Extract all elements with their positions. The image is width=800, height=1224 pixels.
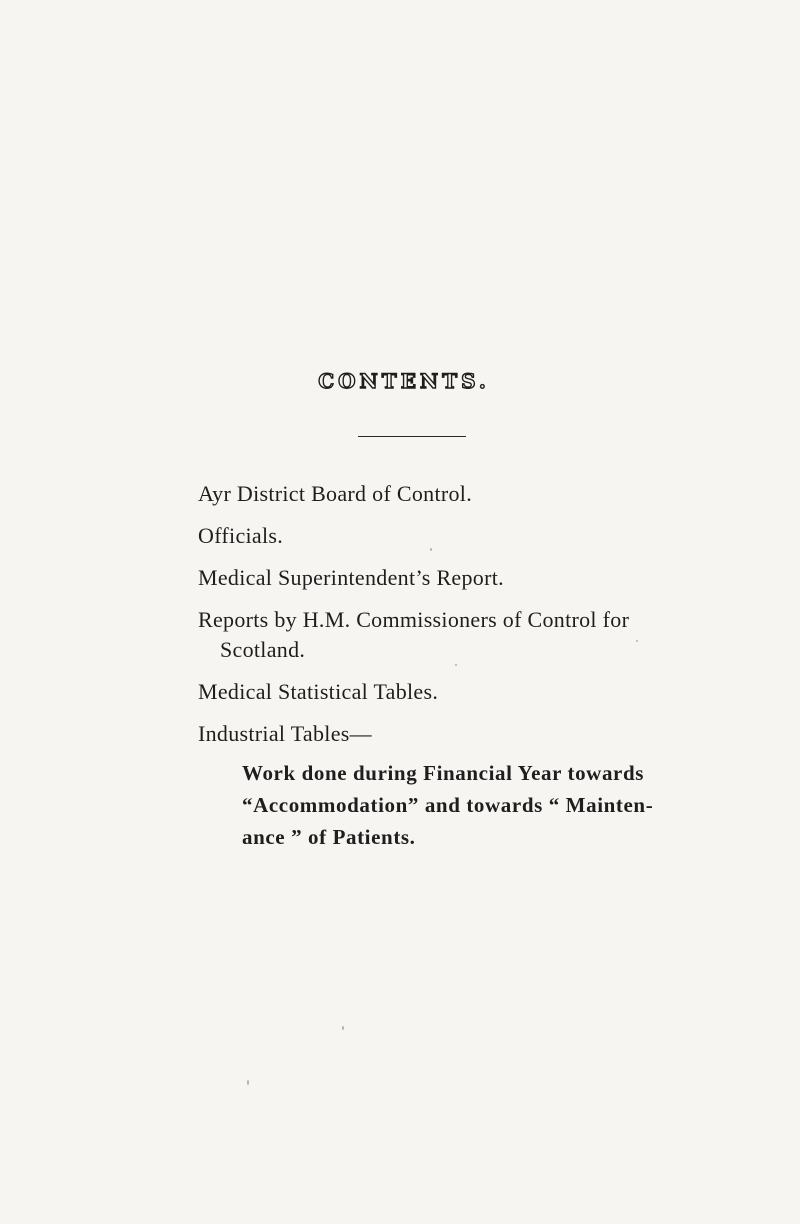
contents-entry-officials: Officials. — [198, 523, 284, 548]
contents-entry-board: Ayr District Board of Control. — [198, 481, 472, 506]
paper-speck — [247, 1080, 249, 1085]
industrial-tables-description-line-3: ance ” of Patients. — [242, 825, 416, 849]
heading-divider — [358, 436, 466, 437]
contents-entry-commissioners-reports: Reports by H.M. Commissioners of Control for — [198, 607, 630, 632]
paper-speck — [636, 640, 638, 642]
paper-speck — [342, 1026, 344, 1030]
contents-heading: CONTENTS. — [318, 369, 490, 393]
contents-entry-superintendent-report: Medical Superintendent’s Report. — [198, 565, 504, 590]
contents-entry-industrial-tables: Industrial Tables— — [198, 721, 372, 746]
industrial-tables-description-line-1: Work done during Financial Year towards — [242, 761, 645, 785]
contents-entry-statistical-tables: Medical Statistical Tables. — [198, 679, 439, 704]
industrial-tables-description-line-2: “Accommodation” and towards “ Mainten- — [242, 793, 654, 817]
paper-speck — [430, 548, 432, 551]
paper-speck — [455, 664, 457, 666]
contents-entry-commissioners-reports-continued: Scotland. — [220, 637, 306, 662]
